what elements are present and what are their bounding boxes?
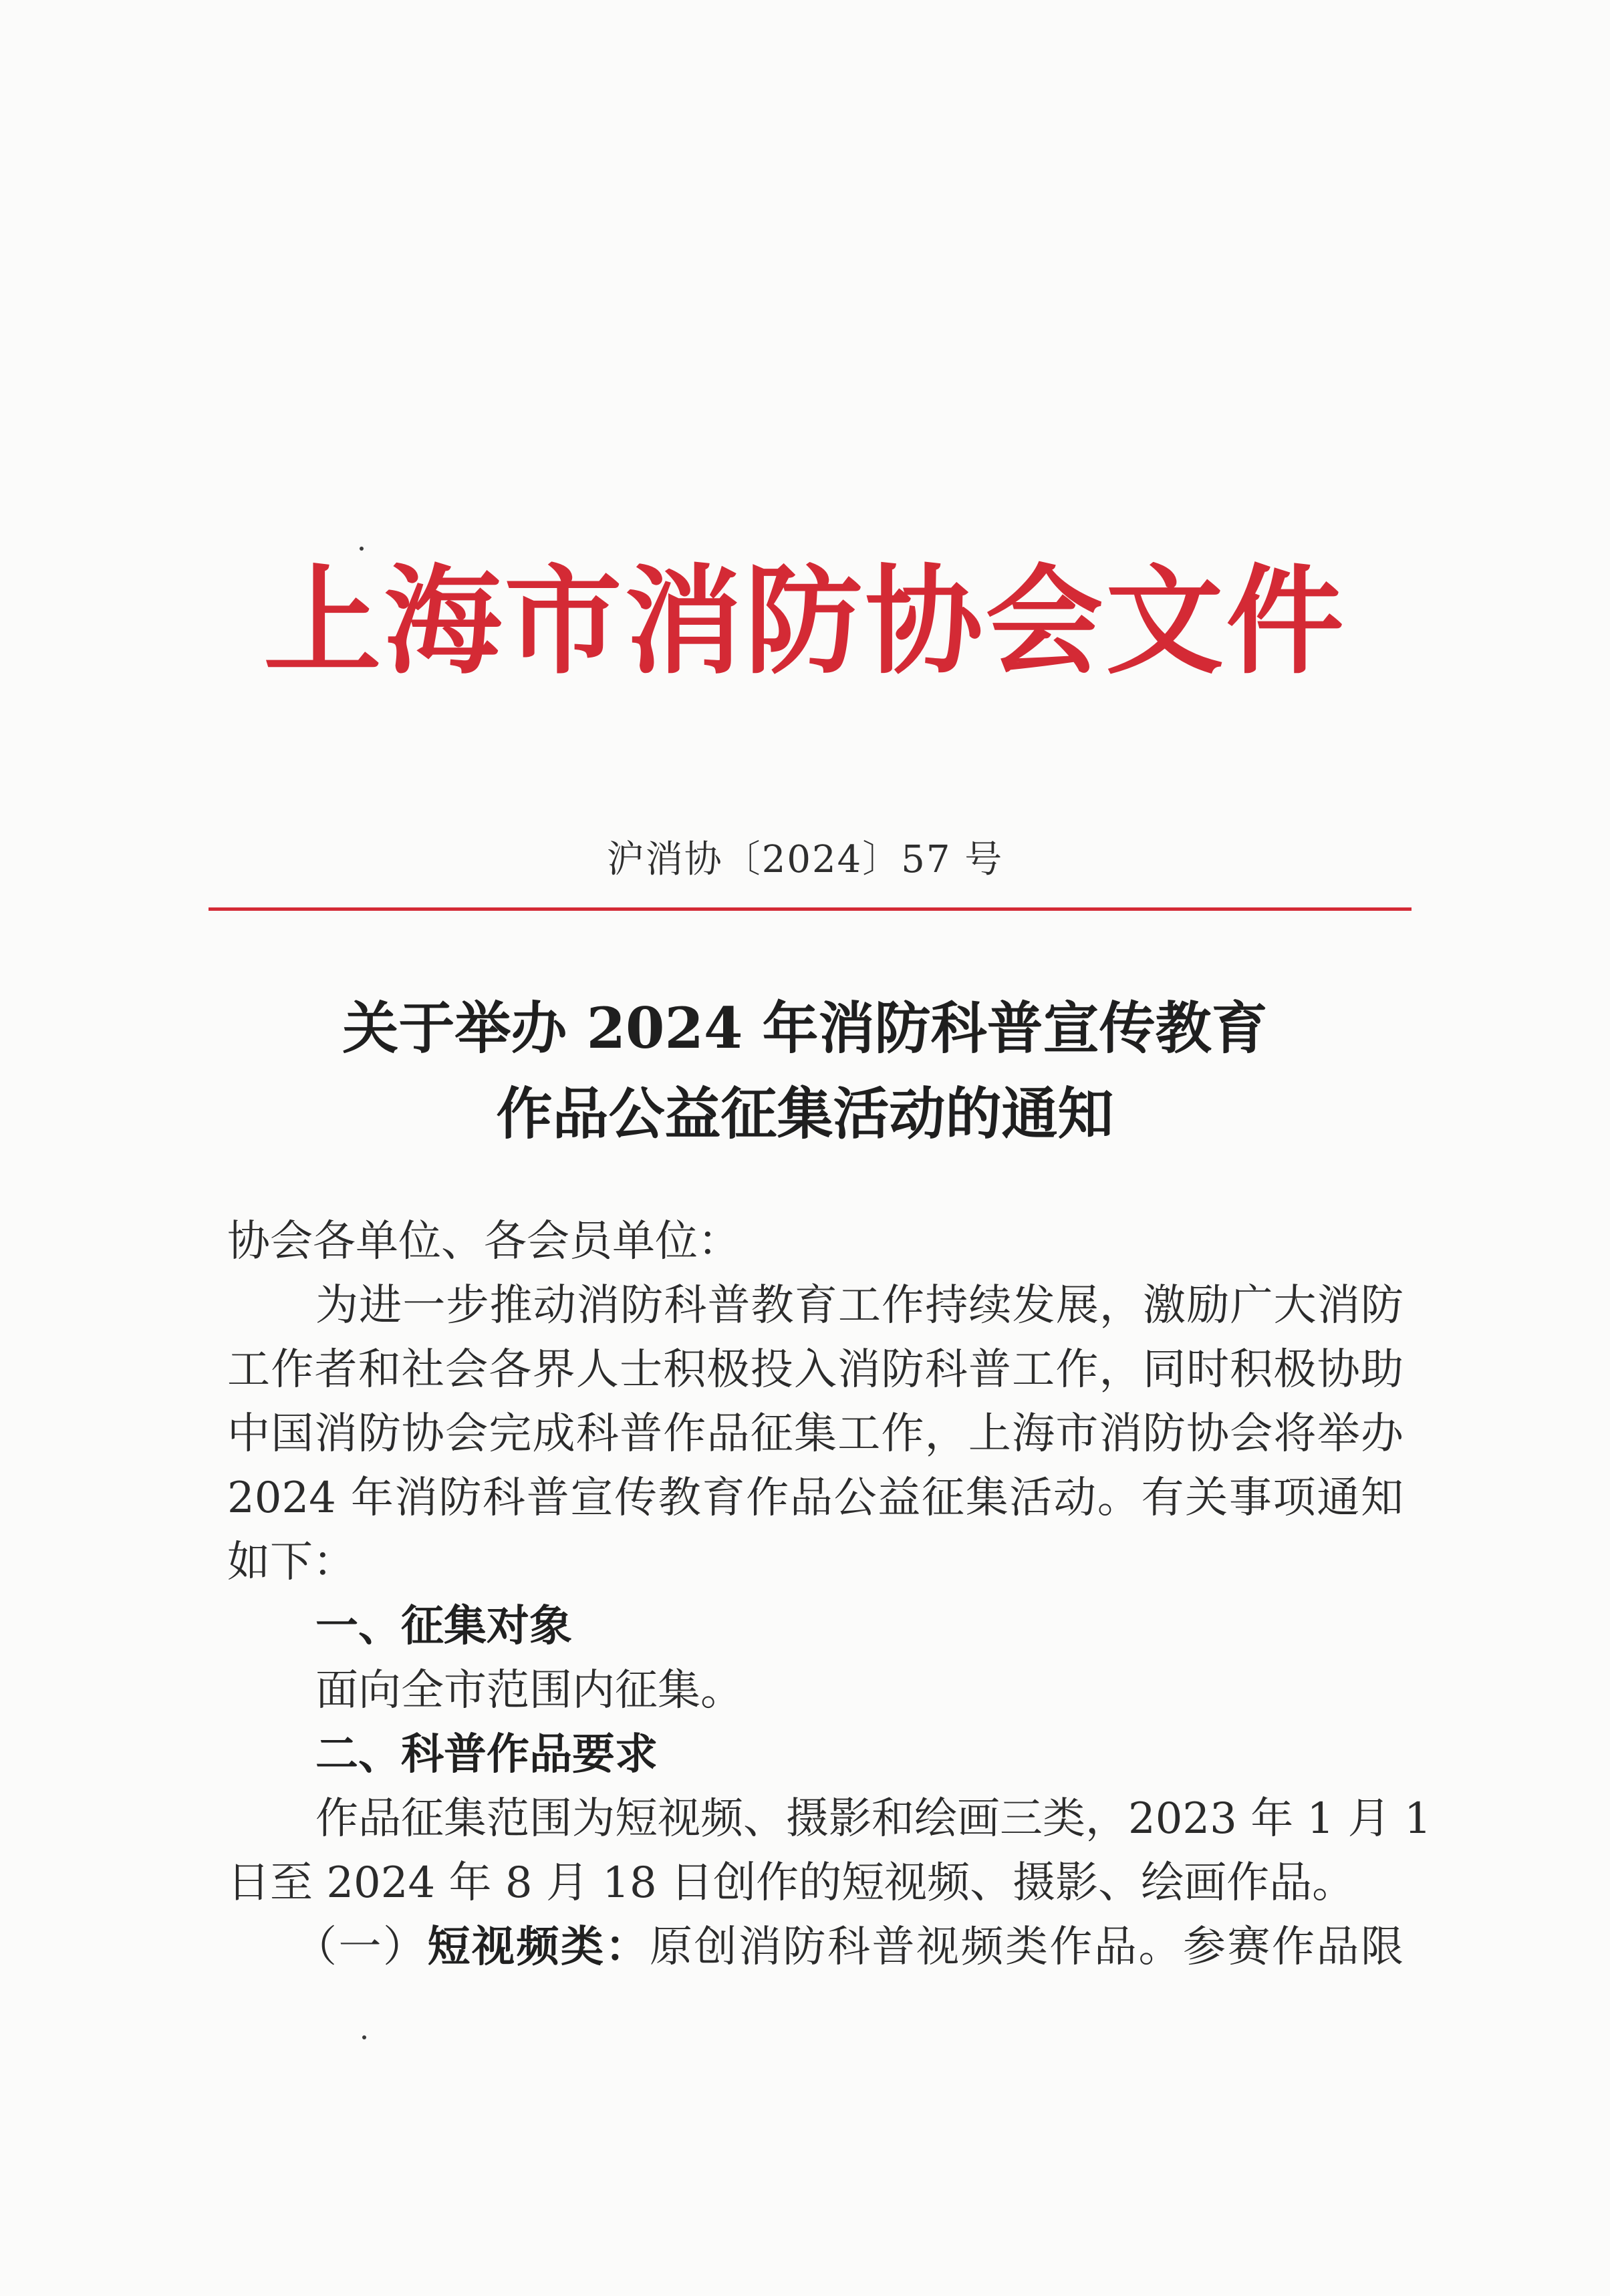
scan-speck — [362, 2035, 366, 2039]
section-2-heading: 二、科普作品要求 — [315, 1730, 658, 1779]
intro-line-3: 中国消防协会完成科普作品征集工作，上海市消防协会将举办 — [227, 1409, 1403, 1459]
section-2-line-2: 日至 2024 年 8 月 18 日创作的短视频、摄影、绘画作品。 — [227, 1858, 1355, 1908]
notice-body — [227, 1209, 1432, 1979]
notice-title — [0, 986, 1610, 1157]
section-1-text: 面向全市范围内征集。 — [315, 1666, 743, 1715]
intro-line-4: 2024 年消防科普宣传教育作品公益征集活动。有关事项通知 — [227, 1473, 1403, 1523]
document-number: 沪消协〔2024〕57 号 — [606, 838, 1004, 881]
masthead-title: 上海市消防协会文件 — [263, 552, 1347, 690]
section-1-heading: 一、征集对象 — [315, 1602, 572, 1651]
sub-1-prefix: （一） — [294, 1922, 428, 1972]
notice-title-line-2: 作品公益征集活动的通知 — [496, 1081, 1114, 1147]
notice-title-line-1: 关于举办 2024 年消防科普宣传教育 — [342, 995, 1268, 1061]
red-separator-rule — [209, 907, 1412, 911]
sub-1-text: 原创消防科普视频类作品。参赛作品限 — [650, 1922, 1403, 1972]
section-2-line-1: 作品征集范围为短视频、摄影和绘画三类，2023 年 1 月 1 — [315, 1794, 1432, 1844]
salutation: 协会各单位、各会员单位： — [227, 1217, 741, 1266]
section-2-sub-1 — [227, 1915, 1403, 1979]
intro-line-5: 如下： — [227, 1538, 356, 1587]
intro-line-2: 工作者和社会各界人士积极投入消防科普工作，同时积极协助 — [227, 1345, 1403, 1395]
intro-line-1: 为进一步推动消防科普教育工作持续发展，激励广大消防 — [315, 1281, 1403, 1330]
sub-1-label: 短视频类： — [427, 1922, 650, 1972]
scan-speck — [360, 547, 364, 551]
